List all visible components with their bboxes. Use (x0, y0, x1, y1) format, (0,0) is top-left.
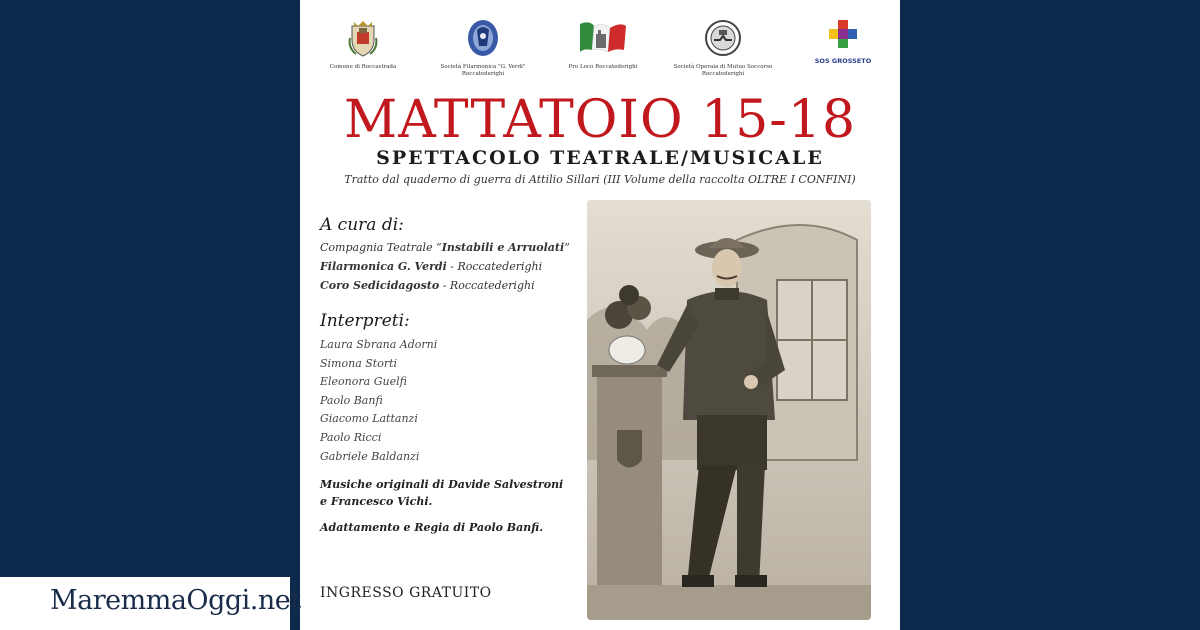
list-item: Paolo Banfi (320, 393, 383, 407)
curated-choir: Coro Sedicidagosto - Roccatederighi (320, 279, 535, 292)
logo-filarmonica (428, 18, 538, 78)
poster-source-note: Tratto dal quaderno di guerra di Attilio Sillari (III Volume della raccolta OLTRE I CONFINI) (344, 173, 856, 186)
logo-caption: Società Operaia di Mutuo Soccorso Roccatederighi (673, 64, 773, 77)
sos-grosseto-icon (827, 18, 859, 52)
credits-column (320, 215, 590, 536)
sponsor-logos (300, 18, 900, 88)
admission-note: INGRESSO GRATUITO (320, 585, 492, 601)
logo-comune (308, 18, 418, 71)
town-crest-icon (348, 18, 378, 58)
curated-company: Compagnia Teatrale “Instabili e Arruolati” (320, 241, 570, 254)
music-credit: Musiche originali di Davide Salvestroni e Francesco Vichi. (320, 478, 564, 509)
logo-pro-loco (548, 18, 658, 71)
philharmonic-crest-icon (465, 18, 501, 58)
brand-logo[interactable]: MaremmaOggi.net (50, 585, 301, 616)
poster-title: MATTATOIO 15-18 (343, 90, 857, 150)
mutual-aid-society-icon (703, 18, 743, 58)
list-item: Laura Sbrana Adorni (320, 338, 438, 351)
performers-heading: Interpreti: (320, 311, 410, 331)
list-item: Eleonora Guelfi (320, 375, 407, 389)
logo-caption: SOS GROSSETO (814, 57, 872, 65)
curated-list (320, 238, 590, 295)
logo-caption: Pro Loco Roccatederighi (568, 64, 638, 70)
performers-list (320, 336, 590, 466)
poster-subtitle: SPETTACOLO TEATRALE/MUSICALE (376, 147, 824, 169)
event-poster (300, 0, 900, 630)
pro-loco-icon (578, 18, 628, 58)
curated-philharmonic: Filarmonica G. Verdi - Roccatederighi (320, 260, 543, 273)
curated-heading: A cura di: (320, 215, 404, 235)
list-item: Simona Storti (320, 356, 398, 370)
direction-credit: Adattamento e Regia di Paolo Banfi. (320, 521, 544, 535)
logo-soms (668, 18, 778, 78)
logo-caption: Comune di Roccastrada (329, 64, 397, 70)
vintage-soldier-photo (587, 200, 871, 620)
list-item: Gabriele Baldanzi (320, 449, 420, 463)
list-item: Paolo Ricci (320, 430, 382, 444)
logo-caption: Società Filarmonica "G. Verdi" Roccatederighi (440, 64, 526, 77)
list-item: Giacomo Lattanzi (320, 412, 418, 426)
logo-sos-grosseto (788, 18, 898, 65)
